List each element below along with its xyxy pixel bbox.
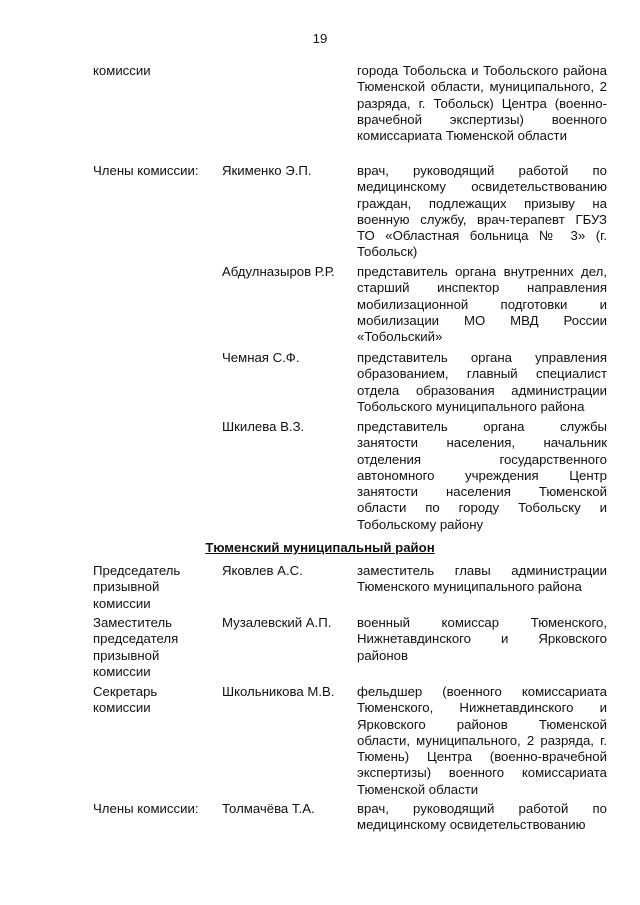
name-cell: Шкилева В.З.	[222, 419, 305, 434]
name-cell: Яковлев А.С.	[222, 563, 303, 578]
role-cell: Председатель призывной комиссии	[93, 563, 181, 611]
description-cell: заместитель главы администрации Тюменского муниципального района	[357, 563, 607, 595]
description-cell: представитель органа управления образованием, главный специалист отдела образования администрации Тобольского муниципального района	[357, 350, 607, 414]
name-cell: Чемная С.Ф.	[222, 350, 300, 365]
description-cell: врач, руководящий работой по медицинскому освидетельствованию граждан, подлежащих призыву на военную службу, врач-терапевт ГБУЗ ТО «Областная больница № 3» (г. Тобольск)	[357, 163, 607, 260]
role-cell: комиссии	[93, 63, 151, 78]
description-cell: представитель органа службы занятости населения, начальник отделения государственного автономного учреждения Центр занятости населения Тюменской области по городу Тобольску и Тобольскому району	[357, 419, 607, 532]
role-cell: Члены комиссии:	[93, 163, 199, 178]
role-cell: Заместитель председателя призывной комиссии	[93, 615, 179, 679]
description-cell: фельдшер (военного комиссариата Тюменского, Нижнетавдинского и Ярковского районов Тюменской области, муниципального, 2 разряда, г. Тюмень) Центра (военно-врачебной экспертизы) военного комиссариата Тюменской области	[357, 684, 607, 797]
description-cell: представитель органа внутренних дел, старший инспектор направления мобилизационной подготовки и мобилизации МО МВД России «Тобольский»	[357, 264, 607, 345]
section-heading: Тюменский муниципальный район	[205, 540, 435, 555]
name-cell: Музалевский А.П.	[222, 615, 332, 630]
name-cell: Абдулназыров Р.Р.	[222, 264, 335, 279]
name-cell: Якименко Э.П.	[222, 163, 312, 178]
description-cell: военный комиссар Тюменского, Нижнетавдинского и Ярковского районов	[357, 615, 607, 663]
name-cell: Толмачёва Т.А.	[222, 801, 315, 816]
name-cell: Школьникова М.В.	[222, 684, 335, 699]
page-number: 19	[312, 31, 328, 46]
description-cell: врач, руководящий работой по медицинскому освидетельствованию	[357, 801, 607, 833]
role-cell: Члены комиссии:	[93, 801, 199, 816]
description-cell: города Тобольска и Тобольского района Тюменской области, муниципального, 2 разряда, г. Тобольск) Центра (военно-врачебной экспертизы) военного комиссариата Тюменской области	[357, 63, 607, 144]
role-cell: Секретарь комиссии	[93, 684, 158, 716]
